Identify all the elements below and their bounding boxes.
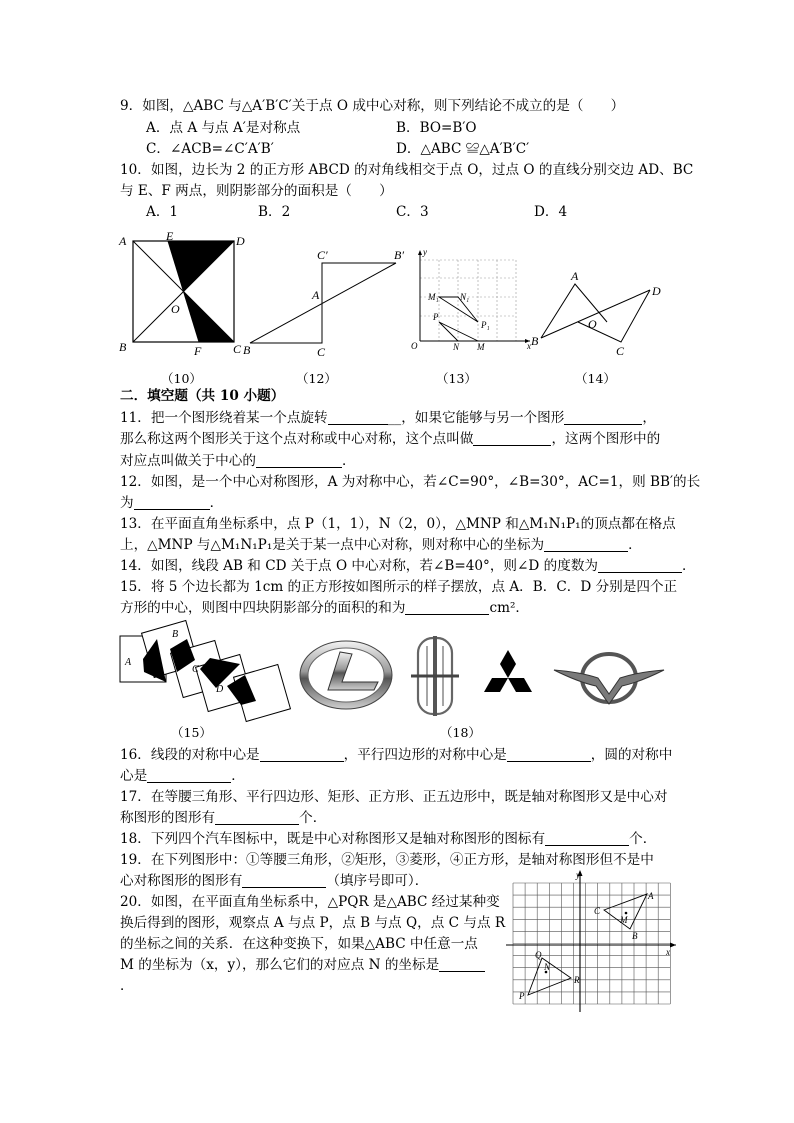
- f13-label-n1: N₁: [460, 292, 470, 302]
- f15-label-d: D: [216, 684, 224, 695]
- q17-text: 称图形的图形有: [120, 810, 216, 826]
- f10-label-f: F: [194, 344, 202, 358]
- f14-label-d: D: [652, 284, 661, 298]
- figure-15-squares: [118, 618, 303, 718]
- q19-text: 心对称图形的图形有: [120, 873, 243, 889]
- q19-blank[interactable]: [242, 873, 326, 888]
- q20-line3: 的坐标之间的关系．在这种变换下，如果△ABC 中任意一点: [120, 936, 478, 952]
- f13-label-n: N: [453, 342, 460, 352]
- f15-label-a: A: [125, 657, 132, 668]
- figure-13-grid: [408, 244, 538, 356]
- q16-text: 16．线段的对称中心是: [120, 747, 260, 763]
- section-2-heading: 二．填空题（共 10 小题）: [120, 388, 285, 404]
- f15-label-b: B: [172, 629, 179, 640]
- f14-label-b: B: [531, 334, 539, 348]
- f13-label-o: O: [411, 341, 418, 351]
- caption-13: （13）: [436, 371, 477, 386]
- q18-text: 个．: [629, 831, 657, 847]
- f12-label-a: A: [312, 288, 320, 302]
- f20-label-m: M: [620, 915, 628, 925]
- q13-text: ．: [628, 537, 642, 553]
- q10-option-d: D．4: [534, 204, 568, 220]
- q11-blank2[interactable]: [564, 410, 642, 425]
- figure-20-grid: [505, 868, 680, 1014]
- f13-label-x: x: [527, 341, 531, 351]
- q17-line1: 17．在等腰三角形、平行四边形、矩形、正方形、正五边形中，既是轴对称图形又是中心对: [120, 789, 668, 805]
- q11-text: __，如果它能够与另一个图形: [387, 410, 565, 426]
- q14-line: [120, 556, 696, 576]
- q9-option-b: B．BO=B′O: [396, 120, 477, 136]
- f14-label-c: C: [616, 344, 625, 358]
- f14-label-o: O: [588, 317, 597, 331]
- f10-label-c: C: [233, 342, 242, 356]
- q16-text: ．: [231, 768, 245, 784]
- q20-line5: ．: [120, 978, 134, 994]
- q12-text: ．: [209, 495, 224, 511]
- f20-label-b: B: [632, 931, 638, 941]
- q16-line1: [120, 745, 672, 765]
- figure-12: [240, 244, 410, 360]
- q16-blank3[interactable]: [147, 768, 231, 783]
- f20-label-n: N: [544, 962, 551, 972]
- figure-10-square: [110, 228, 250, 360]
- f10-label-o: O: [171, 302, 180, 316]
- q16-line2: [120, 766, 245, 786]
- q20-line1: 20．如图，在平面直角坐标系中，△PQR 是△ABC 经过某种变: [120, 894, 500, 910]
- q9-option-d: D．△ABC ≌△A′B′C′: [396, 141, 530, 157]
- q15-line1: 15．将 5 个边长都为 1cm 的正方形按如图所示的样子摆放，点 A．B．C．D 分别是四个正: [120, 579, 678, 595]
- q11-text: 11．把一个图形绕着某一个点旋转: [120, 410, 328, 426]
- q17-line2: [120, 808, 326, 828]
- haima-logo-icon: [550, 646, 668, 710]
- q11-line1: [120, 408, 656, 428]
- q11-text: 那么称这两个图形关于这个点对称或中心对称，这个点叫做: [120, 431, 474, 447]
- caption-10: （10）: [161, 371, 202, 386]
- q16-text: ，平行四边形的对称中心是: [343, 747, 507, 763]
- q11-text: 对应点叫做关于中心的: [120, 453, 256, 469]
- f10-label-d: D: [236, 234, 245, 248]
- q19-line2: [120, 871, 428, 891]
- q11-blank1[interactable]: [328, 410, 388, 425]
- q10-stem-line2: 与 E、F 两点，则阴影部分的面积是（ ）: [120, 183, 393, 199]
- q11-line2: [120, 429, 660, 449]
- q13-blank[interactable]: [544, 537, 628, 552]
- f20-label-q: Q: [535, 950, 542, 960]
- f12-label-b-prime: B′: [394, 248, 404, 262]
- q20-blank[interactable]: [439, 957, 485, 972]
- mitsubishi-logo-icon: [476, 648, 540, 708]
- f20-label-p: P: [519, 991, 525, 1001]
- q14-text: 14．如图，线段 AB 和 CD 关于点 O 中心对称，若∠B=40°，则∠D 的度数为: [120, 558, 599, 574]
- q14-blank[interactable]: [598, 558, 682, 573]
- q18-line: [120, 829, 656, 849]
- f13-label-y: y: [423, 247, 427, 257]
- f12-label-c-prime: C′: [317, 248, 328, 262]
- q16-text: 心是: [120, 768, 148, 784]
- q10-option-c: C．3: [396, 204, 429, 220]
- f13-label-p1: P₁: [481, 320, 490, 330]
- q11-text: ，: [642, 410, 656, 426]
- q16-text: ，圆的对称中: [590, 747, 673, 763]
- q10-stem-line1: 10．如图，边长为 2 的正方形 ABCD 的对角线相交于点 O，过点 O 的直线分别交边 AD、BC: [120, 162, 694, 178]
- figure-14: [528, 264, 668, 360]
- q10-option-a: A．1: [146, 204, 179, 220]
- caption-12: （12）: [296, 371, 337, 386]
- q20-text: M 的坐标为（x，y），那么它们的对应点 N 的坐标是: [120, 957, 440, 973]
- q17-blank[interactable]: [215, 810, 299, 825]
- q12-line1: 12．如图，是一个中心对称图形，A 为对称中心，若∠C=90°，∠B=30°，AC=1，则 BB′的长: [120, 474, 701, 490]
- q9-option-a: A．点 A 与点 A′是对称点: [146, 120, 301, 136]
- q11-text: ，这两个图形中的: [551, 431, 661, 447]
- f20-label-a: A: [648, 891, 654, 901]
- q18-blank[interactable]: [545, 831, 629, 846]
- q11-text: ．: [341, 453, 356, 469]
- f10-label-b: B: [119, 340, 127, 354]
- q13-line2: [120, 535, 642, 555]
- q11-blank4[interactable]: [256, 453, 342, 468]
- f20-label-y: y: [576, 870, 580, 880]
- f13-label-p: P: [433, 312, 439, 322]
- q13-line1: 13．在平面直角坐标系中，点 P（1，1），N（2，0），△MNP 和△M₁N₁P₁的顶点都在格点: [120, 516, 676, 532]
- q12-blank[interactable]: [134, 495, 210, 510]
- f20-label-c: C: [594, 906, 601, 916]
- q20-line2: 换后得到的图形，观察点 A 与点 P，点 B 与点 Q，点 C 与点 R: [120, 915, 506, 931]
- f20-label-x: x: [666, 947, 670, 957]
- q12-line2: [120, 493, 223, 513]
- f12-label-c: C: [317, 345, 326, 359]
- f13-label-m: M: [477, 342, 485, 352]
- q11-blank3[interactable]: [473, 431, 551, 446]
- q17-text: 个．: [299, 810, 327, 826]
- q11-line3: [120, 451, 356, 471]
- q16-blank1[interactable]: [260, 747, 344, 762]
- f10-label-a: A: [119, 234, 127, 248]
- q15-line2: [120, 598, 529, 618]
- lexus-logo-icon: [298, 638, 394, 712]
- f10-label-e: E: [166, 229, 174, 243]
- q13-text: 上，△MNP 与△M₁N₁P₁是关于某一点中心对称，则对称中心的坐标为: [120, 537, 545, 553]
- caption-15: （15）: [171, 725, 212, 740]
- lincoln-logo-icon: [408, 634, 462, 718]
- f12-label-b: B: [243, 343, 251, 357]
- q9-option-c: C．∠ACB=∠C′A′B′: [146, 141, 274, 157]
- q15-text: 方形的中心，则图中四块阴影部分的面积的和为: [120, 600, 406, 616]
- q12-text: 为: [120, 495, 134, 511]
- f15-label-c: C: [192, 664, 199, 675]
- q16-blank2[interactable]: [507, 747, 591, 762]
- f13-label-m1: M₁: [428, 292, 439, 302]
- q10-option-b: B．2: [258, 204, 291, 220]
- q19-line1: 19．在下列图形中：①等腰三角形，②矩形，③菱形，④正方形，是轴对称图形但不是中: [120, 852, 654, 868]
- f14-label-a: A: [571, 269, 579, 283]
- q19-text: （填序号即可）．: [326, 873, 429, 889]
- q9-stem: 9．如图，△ABC 与△A′B′C′关于点 O 成中心对称，则下列结论不成立的是（ ）: [120, 98, 625, 114]
- q15-text: cm²．: [489, 600, 530, 616]
- q20-line4: [120, 955, 485, 975]
- q15-blank[interactable]: [405, 600, 489, 615]
- caption-18: （18）: [440, 725, 481, 740]
- caption-14: （14）: [575, 371, 616, 386]
- f20-label-r: R: [574, 975, 580, 985]
- q14-text: ．: [682, 558, 696, 574]
- q18-text: 18．下列四个汽车图标中，既是中心对称图形又是轴对称图形的图标有: [120, 831, 546, 847]
